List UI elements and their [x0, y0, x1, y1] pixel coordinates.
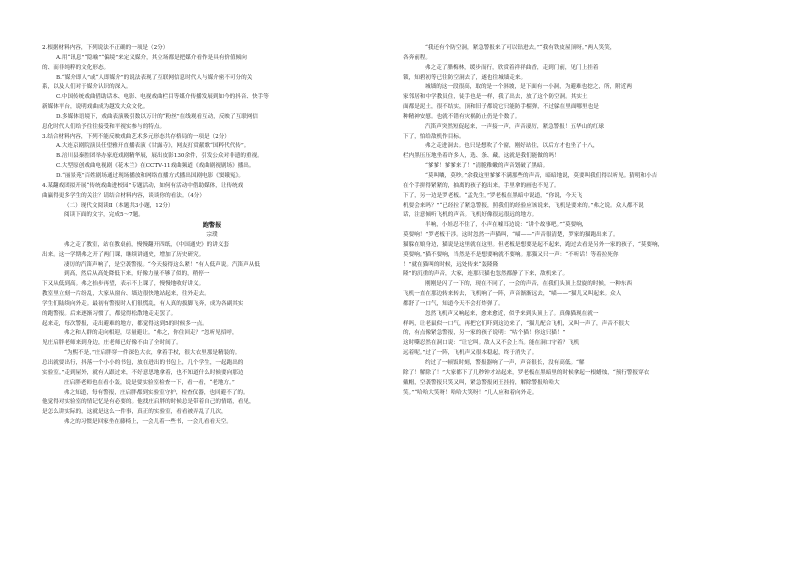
passage-line: 机要会来吗？”“已经拉了紧急警报，照我们的经验应该说来，飞机是要来的。”弗之说。众人都不说 [403, 202, 644, 209]
passage-author: 宗璞 [206, 232, 218, 239]
passage-line: 弗之的习惯是回家坐在藤椅上，一会儿着一些书，一会儿看看天空。 [64, 419, 232, 426]
option-3d: D.“丽景苑”百姓剧场通过现场播放和网络直播方式播出国剧电影《窦娥冤》。 [56, 172, 244, 179]
passage-line: 莫要响。”猫不要响，当然是不是想要响就不要响。那猫又只一声：“不听话！等着拉死你 [403, 251, 619, 258]
passage-line: 下了，怕给敌机作目标。 [403, 133, 465, 140]
passage-line: 这时嘶忍然在洞口说：“让它叫。敌人又不会上当。能在洞口守着？飞机 [403, 340, 580, 347]
passage-line: 忽然飞机声又响起来，愈来愈近，似乎来到头顶上了。真像猫现在就一 [425, 310, 599, 317]
passage-line: 的跑警报。后来逐渐习惯了，都觉得松散地走走罢了。 [42, 310, 177, 317]
passage-line: 锁，知碧初等已往防空洞去了，遂也往城墙走来。 [403, 74, 527, 81]
question-4-line-2: 曲赢得更多学生的关注？请结合材料内容，谈谈你的看法。（4分） [42, 192, 205, 199]
passage-line: 学生们陆续向外走。最初有警报时人们很慌乱，有人真的拔脚飞奔，成为各副其实 [42, 300, 244, 307]
option-2d-line-2: 息化时代人们给予往往接受和平视实参与的特点。 [42, 123, 166, 130]
right-column [403, 44, 741, 398]
passage-line: 弗之走进洞去。也只是想吹了个窗，刚好站住，以后方才也坐了十八， [425, 143, 599, 150]
passage-line: 庄启胖老师也在看小轰，说是要实验室检查一下，看一看，“老地方。” [64, 379, 235, 386]
option-2c-line-1: C.中国传统戏曲借助话本、电影、电视戏曲栏目等媒介传播发展到如今的抖音、快手等 [56, 94, 269, 101]
passage-line: 在个手拼得紧紧的，抽离的孩子抱出来，手里拿的画也不见了。 [403, 182, 560, 189]
passage-title: 跑警报 [202, 222, 222, 230]
passage-line: 话，注意倾听飞机的声音。飞机好像很远很远的地方。 [403, 212, 538, 219]
passage-line: 弗之和人群的走向相迎，尽量避让。“弗之，你住回走？”忽听见招呼， [64, 330, 238, 337]
passage-line: 猫躲在娘身边，猫说是这里就在这里。但老板是想要是起不起来，跑过去看是另外一家的孩子，“莫要响， [403, 241, 664, 248]
section-heading: （二）现代文阅读Ⅱ（本题共3小题，12分） [64, 202, 174, 209]
passage-line: 面都是泥土，很不结实，顶和旧子都说它只能防手榴弹，不过躲在里面哪里也是 [403, 104, 599, 111]
passage-line: 约过了一顿饭时刻，警报器响了一声，声音很长，没有高低。“解 [425, 360, 585, 366]
passage-line: 出来。这一学期弗之开了两门课，继续讲通史，增加了历史研究。 [42, 251, 205, 258]
question-4-line-1: 4.某翻戏团拟开展“传统戏曲进校园”专题活动，如何有活动中借助媒体，让传统戏 [42, 182, 244, 189]
passage-line: 笑。”“哈哈大笑呀！哈哈大笑呀！”几人应和着向外走。 [403, 389, 538, 396]
passage-line: 是怎么讲实际的，这就是这么一件事，真正的实验室，看看被弄乱了几次， [42, 409, 227, 416]
option-2d-line-1: D.多媒体语境下，戏曲表演吸引数以万计的“粉丝”在线观看互动，反映了互联网信 [56, 113, 258, 120]
option-3c: C.大型原创戏曲电视剧《花木兰》在CCTV-11戏曲频道《戏曲剧视剧场》播出。 [56, 163, 255, 170]
passage-line: 教室里立刻一片纷乱，大家从窗台、墙边很快地站起来，往外走去。 [42, 291, 210, 298]
passage-line: 他觉得对实验室的情记忆是有必要的。他找庄启胖的时候总是带着自己的情绪，看见， [42, 399, 255, 406]
passage-line: 戴帽，空袭警报只笑又叫，紧急警报闭王挂持，解除警报哈哈大 [403, 379, 560, 386]
passage-line: 远着呢。”过了一阵，飞机声又很本稳起，终于消失了。 [403, 350, 538, 357]
left-column [42, 44, 382, 428]
passage-line: “爹爹！爹爹来了！”清脆稚嫩的声音划破了黑暗。 [425, 163, 549, 170]
option-2b-line-1: B.“媒介即人”或“人即媒介”的说法表现了互联网信息时代人与媒介密不可分的关 [56, 74, 253, 81]
passage-line: “为熙不是，”庄启胖穿一件深色大衣，拿着手杖，很大衣里那是精装的。 [64, 350, 241, 357]
passage-line: “莫叫嚷，莫吵。”余我这里爹爹不满那些的声音，暗暗地说，莫要叫我们得以听见。猜明和小吉 [425, 172, 658, 179]
passage-line: 弗之知道，每有警报，庄启胖都到实验室守护，检查仪器，也回避不了的。 [64, 389, 249, 396]
passage-line: 汽笛声突然短促起来，一声接一声，声音凄厉，紧急警报！五华山的红球 [425, 123, 605, 130]
passage-line: 隆”的沉重的声音，大家，连那只猫也忽然都静了下来，敌机来了。 [403, 271, 569, 278]
passage-line: 种精神安慰。也就不错有灾祸防止仍是个数了。 [403, 113, 521, 120]
passage-line: 到高，然后从高处降低下来，好像力量不够了似的，稍停一 [64, 271, 210, 278]
passage-line: “我还有个防空洞，紧急警报来了可以钻进去。”“我有铁皮屋顶呀。”两人笑笑， [425, 45, 616, 51]
option-3a: A.大连京剧院演员任望雅开直播表演《甘露寺》，网友打赏献歌“国粹代代传”。 [56, 143, 250, 150]
passage-line: 见庄启胖老师来到身边，庄老师已好像不由了全时间了。 [42, 340, 182, 347]
passage-line: 半响，小娃忍不住了，小声在嘘耳边说：“讲个故事吧。”“莫要响， [425, 222, 588, 229]
passage-line: 的，有点像紧急警报，另一家的孩子说明：“咕个猫！你这只猫！” [403, 330, 566, 337]
option-2a-line-2: 的、而非纯粹的文化形态。 [42, 64, 110, 71]
passage-line: 除了！解除了！”大家都下了几秒钟才站起来，罗老板在黑暗里的时候拿起一根蜡烛，“预行警报穿衣 [403, 369, 650, 376]
passage-line: 各奔前程。 [403, 54, 431, 61]
passage-line: 凄厉的汽笛声响了，是空袭警报。“今天接得这么紧！”有人低声说。汽笛声从低 [64, 261, 260, 268]
passage-line: 下了，另一边是罗老板。“孟先生，”罗老板在黑暗中说道，“你说，今天飞 [403, 192, 583, 199]
passage-line: 下又从低到高。弗之抬步再望，表示不上课了，慢慢地收好讲义。 [42, 281, 205, 288]
passage-line: ！”就在猫叫的时候，远处传来“轰隆隆 [403, 261, 499, 268]
passage-line: 莫要响！”罗老板干涉。这时忽然一声猫叫，“喵——”声音很清楚，罗家的猫跑出来了。 [403, 232, 619, 239]
passage-line: 栏内黑压压地坐着许多人，选、条、藏，这就是我们能做的吗！ [403, 153, 560, 160]
passage-line: 城墙的这一段很高，取的是一个斜坡，是下面有一小洞，为避难也挖之，所，附近两 [425, 84, 632, 91]
question-2-stem: 2.根据材料内容，下列说法不正确的一项是（2分） [42, 45, 169, 51]
passage-line: 飞机一直在那边转来转去，飞机响了一阵，声音渐渐远去，“喵——”猫儿又叫起来。众人 [403, 291, 622, 298]
passage-line: 刚刚是闪了一下的，现在不同了，一会的声音，在我们头顶上盘旋的时候，一种东西 [425, 281, 632, 288]
option-3b: B.涪川县秦腔团举办家庭戏剧精华展，展出皮影130余件，引发公众对非遗的重视。 [56, 153, 263, 160]
passage-line: 弗之走了教室，站在教桌前，慢慢翻开四纸，《中国通史》的讲义套 [64, 241, 230, 248]
option-2c-line-2: 新媒体平台，说明戏曲成为越发大众文化。 [42, 104, 149, 111]
passage-line: 总出就要出行，抖落一个小小的书包，放在进出的书包上，几个学生，一起跑出的 [42, 360, 244, 366]
question-3-stem: 3.结合材料内容，下列不能反映戏曲艺术多元形态共存格局的一项是（2分） [42, 133, 230, 140]
option-2b-line-2: 系，以及人们对于媒介认识的深入。 [42, 84, 132, 91]
passage-line: 弗之走了腊梅林，缓步而行，欣赏着祥祥曲香，走到门前，见门上挂着 [425, 64, 599, 71]
passage-line: 起来走，每次警报，走出避难的地方，都觉得这到5的时候多一点。 [42, 320, 208, 327]
passage-line: 都舒了一口气，知道今天不会打炸弹了。 [403, 300, 504, 307]
section-instruction: 阅读下面的文字，完成5～7题。 [64, 212, 144, 219]
passage-line: 实验室。”走到屋外，就有人跟过来，不好意思地拿着，也不知道什么时候要向那边 [42, 369, 244, 376]
option-2a-line-1: A.用“讯息”“隐喻”“偏境”来定义媒介，其立场都是把媒介看作是具有价值倾向 [56, 54, 247, 61]
passage-line: 样吗，让老鼠似一口气，再把它们吓到这边来了，“猫儿配合飞机，又叫一声了，声音不很大 [403, 320, 630, 327]
passage-line: 家邻居和中学教员住，徒手也是一样，我了出去，放了这个防空洞。其实土 [403, 94, 588, 101]
